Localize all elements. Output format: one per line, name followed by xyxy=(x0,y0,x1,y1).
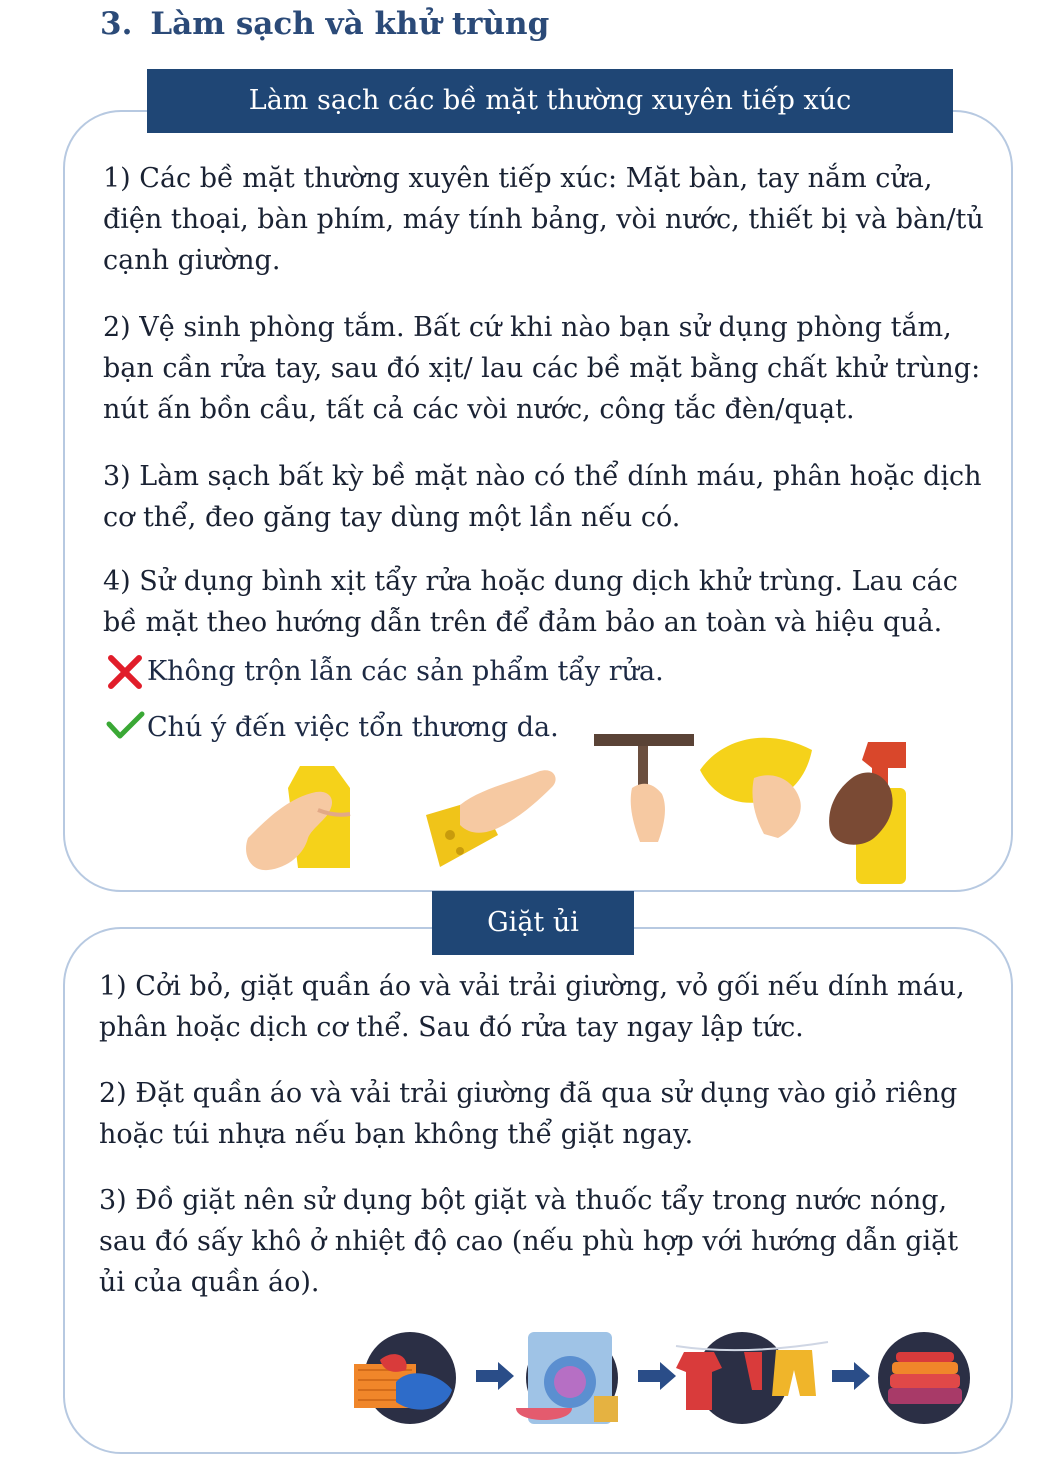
hand-icon xyxy=(460,770,556,833)
hand-wiping-bottle-icon xyxy=(238,758,368,880)
arrow-icon xyxy=(476,1362,514,1390)
surfaces-banner: Làm sạch các bề mặt thường xuyên tiếp xúc xyxy=(147,69,953,133)
washing-machine-icon xyxy=(516,1332,618,1424)
do-note xyxy=(105,710,559,746)
surfaces-item-4: 4) Sử dụng bình xịt tẩy rửa hoặc dung dịch khử trùng. Lau các bề mặt theo hướng dẫn trên để đảm bảo an toàn và hiệu quả. xyxy=(103,566,958,638)
check-icon xyxy=(105,710,145,746)
cross-icon xyxy=(105,654,145,690)
section-heading xyxy=(100,6,549,42)
drying-clothes-icon xyxy=(676,1332,828,1424)
surfaces-item-2: 2) Vệ sinh phòng tắm. Bất cứ khi nào bạn sử dụng phòng tắm, bạn cần rửa tay, sau đó xịt/ lau các bề mặt bằng chất khử trùng: nút ấn bồn cầu, tất cả các vòi nước, công tắc đèn/quạt. xyxy=(103,312,981,425)
arrow-icon xyxy=(832,1362,870,1390)
laundry-banner: Giặt ủi xyxy=(432,891,634,955)
surfaces-item-3: 3) Làm sạch bất kỳ bề mặt nào có thể dính máu, phân hoặc dịch cơ thể, đeo găng tay dùng một lần nếu có. xyxy=(103,461,982,533)
laundry-item-3: 3) Đồ giặt nên sử dụng bột giặt và thuốc tẩy trong nước nóng, sau đó sấy khô ở nhiệt độ cao (nếu phù hợp với hướng dẫn giặt ủi của quần áo). xyxy=(99,1185,959,1298)
surfaces-item-1: 1) Các bề mặt thường xuyên tiếp xúc: Mặt bàn, tay nắm cửa, điện thoại, bàn phím, máy tính bảng, vòi nước, thiết bị và bàn/tủ cạnh giường. xyxy=(103,163,984,276)
hand-icon xyxy=(631,784,665,842)
dont-text: Không trộn lẫn các sản phẩm tẩy rửa. xyxy=(147,656,664,687)
dont-note xyxy=(105,654,664,690)
do-text: Chú ý đến việc tổn thương da. xyxy=(147,712,559,743)
laundry-item-1: 1) Cởi bỏ, giặt quần áo và vải trải giường, vỏ gối nếu dính máu, phân hoặc dịch cơ thể. Sau đó rửa tay ngay lập tức. xyxy=(99,971,965,1043)
laundry-process xyxy=(350,1330,972,1426)
arrow-icon xyxy=(638,1362,676,1390)
laundry-item-2: 2) Đặt quần áo và vải trải giường đã qua sử dụng vào giỏ riêng hoặc túi nhựa nếu bạn không thể giặt ngay. xyxy=(99,1078,958,1150)
laundry-basket-icon xyxy=(354,1332,456,1424)
section-title: Làm sạch và khử trùng xyxy=(150,6,550,42)
section-number: 3. xyxy=(100,6,133,42)
folded-clothes-icon xyxy=(878,1332,970,1424)
